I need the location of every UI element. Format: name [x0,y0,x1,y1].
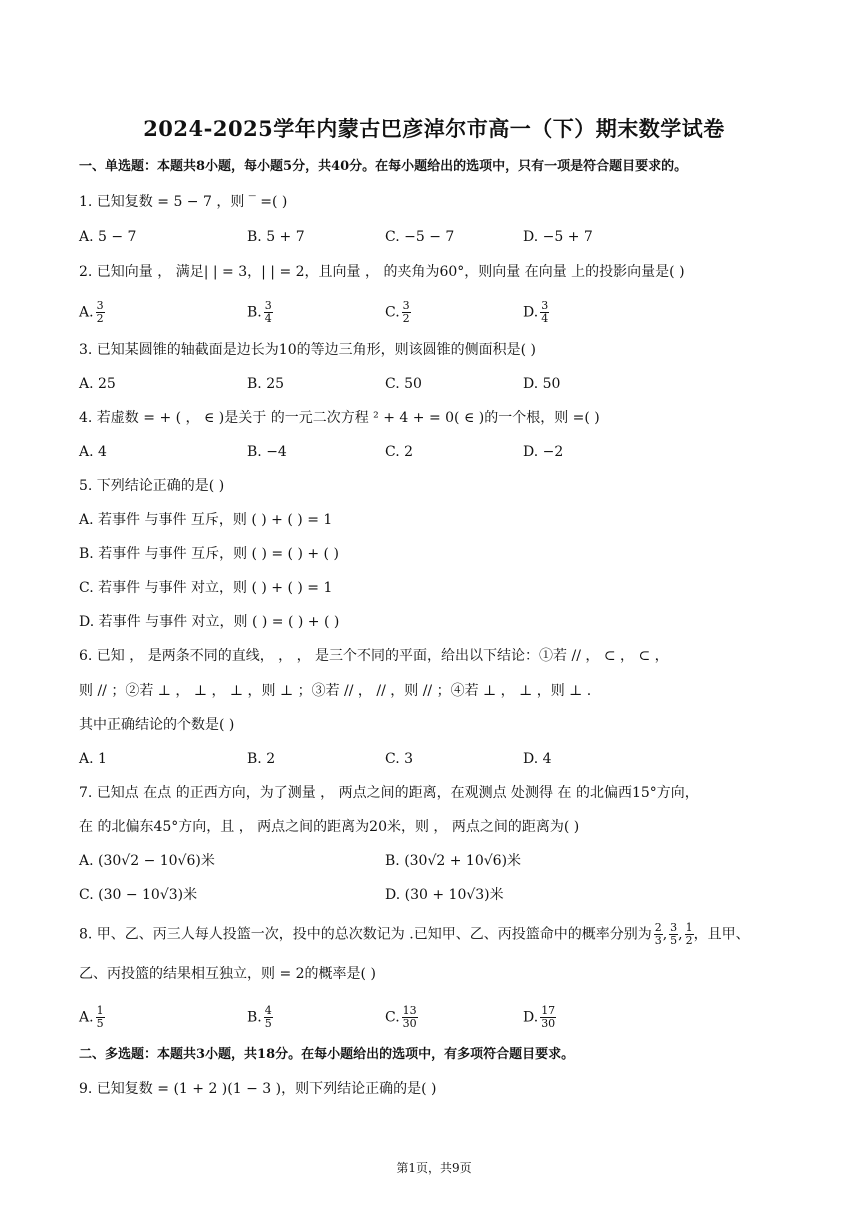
question-7-line-1: 7. 已知点 在点 的正西方向，为了测量 ， 两点之间的距离，在观测点 处测得 在 的北偏西15°方向， [79,785,699,801]
exam-title: 2024-2025学年内蒙古巴彦淖尔市高一（下）期末数学试卷 [143,116,725,141]
denominator: 2 [96,312,104,325]
fraction [540,300,549,325]
question-6-option-b: B. 2 [247,751,276,767]
numerator: 3 [264,299,272,312]
section-heading-multi-choice: 二、多选题：本题共3小题，共18分。在每小题给出的选项中，有多项符合题目要求。 [79,1047,575,1062]
numerator: 1 [96,1004,104,1017]
numerator: 3 [670,921,678,934]
question-3-option-d: D. 50 [523,376,561,392]
question-6-line-1: 6. 已知 ， 是两条不同的直线， ， ， 是三个不同的平面，给出以下结论：①若 // ， ⊂ ， ⊂ ， [79,648,669,664]
denominator: 3 [654,934,662,947]
question-6-option-d: D. 4 [523,751,552,767]
numerator: 13 [402,1004,417,1017]
numerator: 4 [264,1004,272,1017]
question-8-text-end: ，且甲、 [693,926,750,943]
question-3-option-c: C. 50 [385,376,422,392]
question-8-option-c [385,1005,418,1030]
question-7-option-b: B. (30√2 + 10√6)米 [385,853,522,869]
fraction [402,300,411,325]
fraction [264,300,273,325]
question-2-stem: 2. 已知向量 ， 满足| | = 3，| | = 2，且向量 ， 的夹角为60°，则向量 在向量 上的投影向量是( ) [79,264,685,280]
question-2-option-d [523,300,549,325]
denominator: 4 [541,312,549,325]
fraction [669,922,678,947]
question-4-stem: 4. 若虚数 = + ( ， ∈ )是关于 的一元二次方程 ² + 4 + = 0( ∈ )的一个根，则 =( ) [79,410,600,426]
denominator: 5 [96,1017,104,1030]
question-6-line-3: 其中正确结论的个数是( ) [79,717,235,733]
question-2-option-a [79,300,105,325]
question-2-option-b [247,300,273,325]
fraction [654,922,663,947]
denominator: 30 [541,1017,556,1030]
question-5-option-c: C. 若事件 与事件 对立，则 ( ) + ( ) = 1 [79,580,333,596]
question-5-option-a: A. 若事件 与事件 互斥，则 ( ) + ( ) = 1 [79,512,333,528]
question-8-option-b [247,1005,273,1030]
numerator: 3 [541,299,549,312]
option-letter: B. [247,304,262,321]
question-7-option-c: C. (30 − 10√3)米 [79,887,198,903]
question-1-stem: 1. 已知复数 = 5 − 7 ，则 ‾ =( ) [79,194,288,210]
question-6-option-a: A. 1 [79,751,107,767]
question-3-stem: 3. 已知某圆锥的轴截面是边长为10的等边三角形，则该圆锥的侧面积是( ) [79,342,536,358]
question-8-line-2: 乙、丙投篮的结果相互独立，则 = 2的概率是( ) [79,966,376,982]
option-letter: C. [385,1009,400,1026]
question-1-option-a: A. 5 − 7 [79,229,137,245]
fraction [685,922,694,947]
question-8-text: 8. 甲、乙、丙三人每人投篮一次，投中的总次数记为 .已知甲、乙、丙投篮命中的概率分别为 [79,926,652,943]
question-1-option-b: B. 5 + 7 [247,229,305,245]
fraction [96,1005,105,1030]
option-letter: A. [79,304,94,321]
question-1-option-c: C. −5 − 7 [385,229,455,245]
question-5-option-b: B. 若事件 与事件 互斥，则 ( ) = ( ) + ( ) [79,546,339,562]
question-4-option-a: A. 4 [79,444,107,460]
question-5-stem: 5. 下列结论正确的是( ) [79,478,225,494]
fraction [402,1005,418,1030]
numerator: 3 [402,299,410,312]
option-letter: D. [523,304,539,321]
question-7-line-2: 在 的北偏东45°方向，且 ， 两点之间的距离为20米，则 ， 两点之间的距离为( ) [79,819,580,835]
question-1-option-d: D. −5 + 7 [523,229,593,245]
denominator: 5 [264,1017,272,1030]
fraction [540,1005,556,1030]
section-heading-single-choice: 一、单选题：本题共8小题，每小题5分，共40分。在每小题给出的选项中，只有一项是符合题目要求的。 [79,159,688,174]
question-8-option-d [523,1005,556,1030]
denominator: 2 [685,934,693,947]
numerator: 1 [685,921,693,934]
question-3-option-a: A. 25 [79,376,116,392]
question-4-option-b: B. −4 [247,444,287,460]
denominator: 2 [402,312,410,325]
question-2-option-c [385,300,411,325]
numerator: 2 [654,921,662,934]
question-3-option-b: B. 25 [247,376,285,392]
option-letter: D. [523,1009,539,1026]
page-footer: 第1页，共9页 [396,1161,472,1175]
question-4-option-d: D. −2 [523,444,564,460]
question-8-option-a [79,1005,105,1030]
question-5-option-d: D. 若事件 与事件 对立，则 ( ) = ( ) + ( ) [79,614,340,630]
option-letter: C. [385,304,400,321]
denominator: 4 [264,312,272,325]
question-8-line-1: 8. 甲、乙、丙三人每人投篮一次，投中的总次数记为 .已知甲、乙、丙投篮命中的概率分别为 $\frac{2}{3}$ , $\frac{3}{5}$ , $\frac{1}{2}$ ，且甲、 [79,921,750,947]
question-9-stem: 9. 已知复数 = (1 + 2 )(1 − 3 )，则下列结论正确的是( ) [79,1081,437,1097]
option-letter: A. [79,1009,94,1026]
question-6-line-2: 则 // ；②若 ⊥ ， ⊥ ， ⊥ ，则 ⊥ ；③若 // ， // ，则 // ；④若 ⊥ ， ⊥ ，则 ⊥ . [79,683,592,699]
fraction [96,300,105,325]
denominator: 30 [402,1017,417,1030]
fraction [264,1005,273,1030]
question-7-option-d: D. (30 + 10√3)米 [385,887,504,903]
numerator: 3 [96,299,104,312]
question-4-option-c: C. 2 [385,444,414,460]
denominator: 5 [670,934,678,947]
question-7-option-a: A. (30√2 − 10√6)米 [79,853,215,869]
numerator: 17 [541,1004,556,1017]
option-letter: B. [247,1009,262,1026]
question-6-option-c: C. 3 [385,751,414,767]
